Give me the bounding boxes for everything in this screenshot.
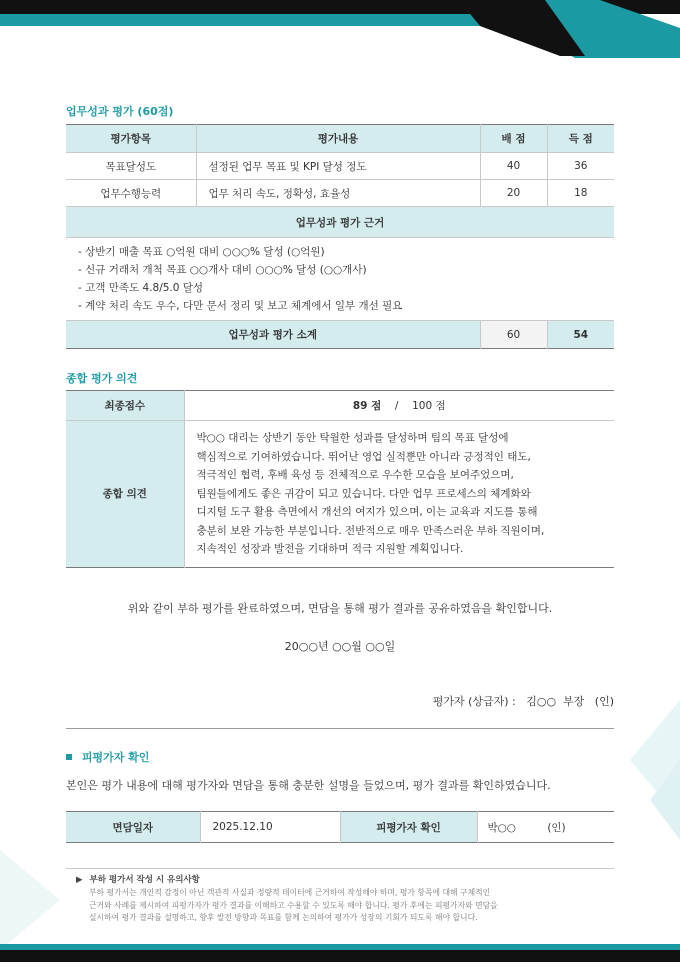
evaluatee-seal: (인) [547,821,566,834]
section3-heading [66,749,149,765]
opinion-line: 팀원들에게도 좋은 귀감이 되고 있습니다. 다만 업무 프로세스의 체계화와 [196,487,531,500]
subtotal-score: 54 [547,321,614,349]
subtotal-points: 60 [480,321,547,349]
basis-item: - 계약 처리 속도 우수, 다만 문서 정리 및 보고 체계에서 일부 개선 필요 [78,300,403,312]
final-score-row [66,391,614,421]
evaluator-signature: 평가자 (상급자) : 김○○ 부장 (인) [432,695,614,708]
notes-title: 부하 평가서 작성 시 유의사항 [89,875,200,885]
section2-title: 종합 평가 의견 [66,372,138,385]
confirmation-row [66,812,614,843]
evaluatee-confirm-value [477,812,614,843]
notes-line: 부하 평가서는 개인적 감정이 아닌 객관적 사실과 정량적 데이터에 근거하여 작성해야 하며, 평가 항목에 대해 구체적인 [89,888,491,897]
header-score: 득 점 [547,125,614,153]
notes-line: 근거와 사례를 제시하여 피평가자가 평가 결과를 이해하고 수용할 수 있도록 해야 합니다. 평가 후에는 피평가자와 면담을 [89,900,498,910]
notes-heading [76,873,200,885]
performance-table [66,124,614,349]
summary-table [66,390,614,568]
basis-item: - 고객 만족도 4.8/5.0 달성 [78,282,204,294]
opinion-line: 디지털 도구 활용 측면에서 개선의 여지가 있으며, 이는 교육과 지도를 통해 [196,506,538,518]
final-score-max: 100 점 [412,400,446,412]
basis-item: - 신규 거래처 개척 목표 ○○개사 대비 ○○○% 달성 (○○개사) [78,264,367,276]
top-decoration [0,0,680,60]
section1-title: 업무성과 평가 (60점) [66,105,174,118]
notes-line: 실시하여 평가 결과를 설명하고, 향후 발전 방향과 목표를 함께 논의하여 평가가 성장의 기회가 되도록 해야 합니다. [89,913,478,922]
row-content: 설정된 업무 목표 및 KPI 달성 정도 [196,153,480,180]
row-item: 업무수행능력 [66,180,196,207]
row-content: 업무 처리 속도, 정확성, 효율성 [196,180,480,207]
notes-top-rule [66,868,614,869]
table-row [66,180,614,207]
row-points: 40 [480,153,547,180]
table-header-row [66,125,614,153]
basis-list [66,238,614,321]
interview-date-value: 2025.12.10 [200,812,340,843]
triangle-bullet-icon: ▶ [76,875,83,885]
final-score-label: 최종점수 [66,391,184,421]
opinion-line: 지속적인 성장과 발전을 기대하며 적극 지원할 계획입니다. [196,543,464,555]
basis-item: - 상반기 매출 목표 ○억원 대비 ○○○% 달성 (○억원) [78,246,325,258]
section3-statement: 본인은 평가 내용에 대해 평가자와 면담을 통해 충분한 설명을 들었으며, 평가 결과를 확인하였습니다. [66,779,551,792]
final-score-value [184,391,614,421]
basis-body-row [66,238,614,321]
evaluatee-name: 박○○ [487,821,516,834]
final-score-separator: / [394,400,399,412]
evaluatee-confirm-label: 피평가자 확인 [340,812,477,843]
row-points: 20 [480,180,547,207]
header-points: 배 점 [480,125,547,153]
basis-header-row [66,207,614,238]
bottom-decoration [0,944,680,962]
divider [66,728,614,729]
top-decoration-graphic [0,0,680,60]
table-row [66,153,614,180]
left-decoration-graphic [0,840,90,950]
final-score: 89 점 [352,400,382,412]
confirmation-date: 20○○년 ○○월 ○○일 [284,640,396,653]
section3-title: 피평가자 확인 [81,751,150,764]
notes-body [89,887,498,925]
opinion-line: 핵심적으로 기여하였습니다. 뛰어난 영업 실적뿐만 아니라 긍정적인 태도, [196,450,531,463]
square-bullet-icon [66,754,72,760]
confirmation-statement: 위와 같이 부하 평가를 완료하였으며, 면담을 통해 평가 결과를 공유하였음을 확인합니다. [127,602,553,615]
opinion-line: 박○○ 대리는 상반기 동안 탁월한 성과를 달성하며 팀의 목표 달성에 [196,432,509,444]
header-content: 평가내용 [196,125,480,153]
row-score: 36 [574,160,588,172]
row-item: 목표달성도 [66,153,196,180]
bottom-decoration-graphic [0,944,680,962]
basis-title: 업무성과 평가 근거 [66,207,614,238]
header-item: 평가항목 [66,125,196,153]
confirmation-table [66,811,614,843]
interview-date-label: 면담일자 [66,812,200,843]
opinion-label: 종합 의견 [66,421,184,568]
opinion-line: 적극적인 협력, 후배 육성 등 전체적으로 우수한 모습을 보여주었으며, [196,469,514,481]
opinion-text [184,421,614,568]
opinion-line: 충분히 보완 가능한 부분입니다. 전반적으로 매우 만족스러운 부하 직원이며, [196,524,545,537]
left-decoration [0,840,90,950]
subtotal-label: 업무성과 평가 소계 [66,321,480,349]
opinion-row [66,421,614,568]
subtotal-row [66,321,614,349]
row-score: 18 [574,187,588,199]
